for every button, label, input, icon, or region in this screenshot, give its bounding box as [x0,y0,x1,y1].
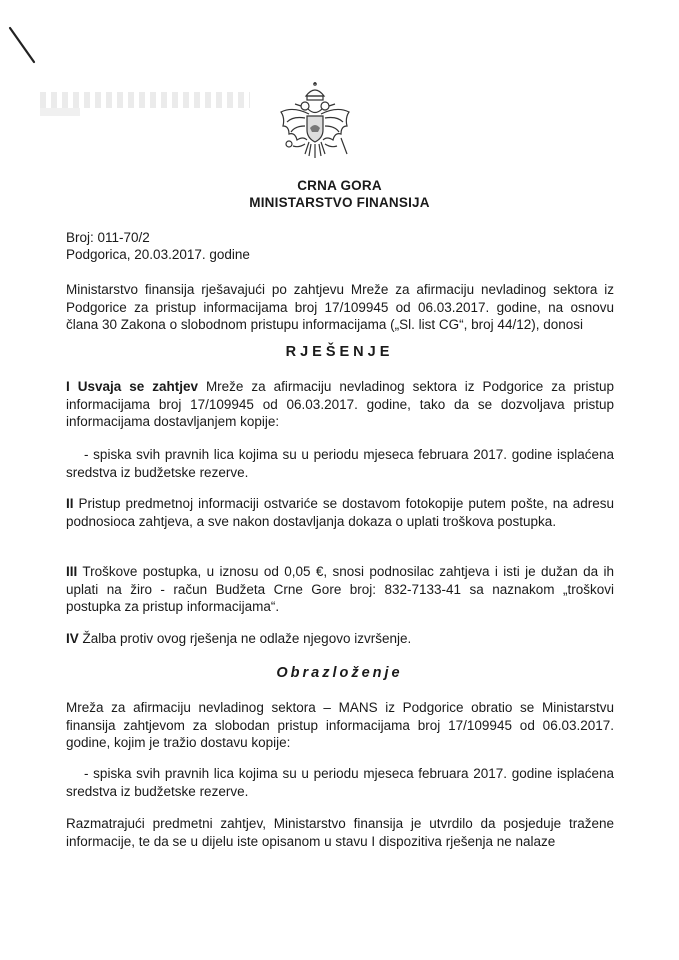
reasoning-paragraph-1: Mreža za afirmaciju nevladinog sektora – MANS iz Podgorice obratio se Ministarstvu finansija zahtjevom za slobodan pristup informacijama broj 17/109945 od 06.03.2017. godine, kojim je tražio dostavu kopije: [66,700,614,750]
decision-item-i [66,378,614,431]
coat-of-arms-icon [275,82,355,170]
decision-title: RJEŠENJE [285,344,394,360]
place-date: Podgorica, 20.03.2017. godine [66,247,250,262]
reasoning-list-item [66,765,614,800]
intro-paragraph: Ministarstvo finansija rješavajući po zahtjevu Mreže za afirmaciju nevladinog sektora iz Podgorice za pristup informacijama broj 17/109945 od 06.03.2017. godine, na osnovu člana 30 Zakona o slobodnom pristupu informacijama („Sl. list CG“, broj 44/12), donosi [66,282,614,332]
roman-numeral: I [66,379,70,394]
faint-scan-artifact [40,92,250,108]
roman-numeral: IV [66,631,79,646]
decision-item-i-text: Mreže za afirmaciju nevladinog sektora iz Podgorice za pristup informacijama broj 17/109945 od 06.03.2017. godine, tako da se dozvoljava pristup informacijama dostavljanjem kopije: [66,379,614,429]
ministry-heading: MINISTARSTVO FINANSIJA [249,195,430,210]
decision-item-iii [66,563,614,616]
pen-stroke-mark [8,26,38,66]
roman-numeral: II [66,496,74,511]
reasoning-paragraph-2: Razmatrajući predmetni zahtjev, Ministarstvo finansija je utvrdilo da posjeduje tražene informacije, te da se u dijelu iste opisanom u stavu I dispozitiva rješenja ne nalaze [66,816,614,849]
decision-item-ii [66,495,614,530]
document-number: Broj: 011-70/2 [66,230,150,245]
decision-item-iv [66,630,614,648]
list-item-text: - spiska svih pravnih lica kojima su u periodu mjeseca februara 2017. godine isplaćena sredstva iz budžetske rezerve. [66,766,614,799]
decision-list-item [66,446,614,481]
decision-item-i-lead: Usvaja se zahtjev [77,379,198,394]
decision-item-iii-text: Troškove postupka, u iznosu od 0,05 €, snosi podnosilac zahtjeva i isti je dužan da ih uplati na žiro - račun Budžeta Crne Gore broj: 832-7133-41 sa naznakom „troškovi postupka za pristup informacijama“. [66,564,614,614]
faint-scan-artifact [40,108,80,116]
country-heading: CRNA GORA [297,178,382,193]
list-item-text: - spiska svih pravnih lica kojima su u periodu mjeseca februara 2017. godine isplaćena sredstva iz budžetske rezerve. [66,447,614,480]
decision-item-ii-text: Pristup predmetnoj informaciji ostvariće se dostavom fotokopije putem pošte, na adresu podnosioca zahtjeva, a sve nakon dostavljanja dokaza o uplati troškova postupka. [66,496,614,529]
decision-item-iv-text: Žalba protiv ovog rješenja ne odlaže njegovo izvršenje. [82,631,412,646]
reasoning-title: Obrazloženje [276,665,403,681]
roman-numeral: III [66,564,78,579]
